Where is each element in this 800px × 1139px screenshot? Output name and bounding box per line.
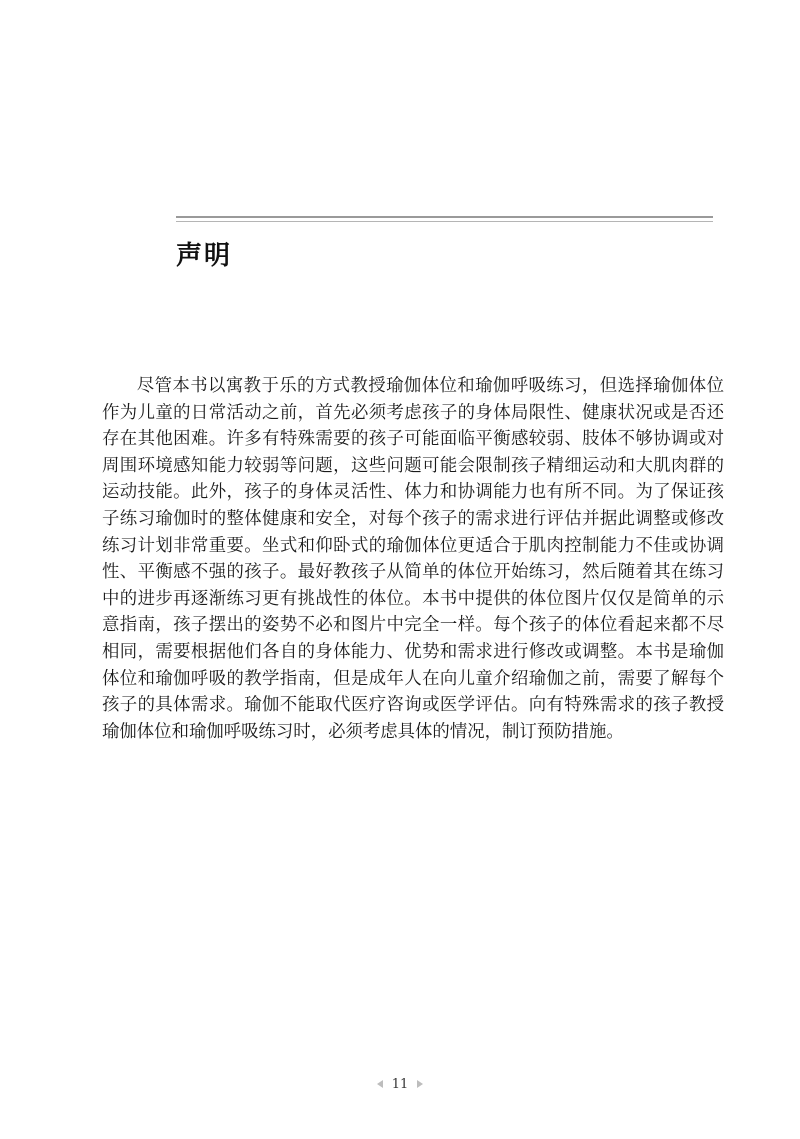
triangle-right-icon [417, 1080, 423, 1088]
heading-rule [176, 216, 713, 222]
heading-rule-thick [176, 216, 713, 218]
triangle-left-icon [377, 1080, 383, 1088]
heading-rule-thin [176, 221, 713, 222]
page-footer [0, 1077, 800, 1092]
body-paragraph: 尽管本书以寓教于乐的方式教授瑜伽体位和瑜伽呼吸练习，但选择瑜伽体位作为儿童的日常活动之前，首先必须考虑孩子的身体局限性、健康状况或是否还存在其他困难。许多有特殊需要的孩子可能面临平衡感较弱、肢体不够协调或对周围环境感知能力较弱等问题，这些问题可能会限制孩子精细运动和大肌肉群的运动技能。此外，孩子的身体灵活性、体力和协调能力也有所不同。为了保证孩子练习瑜伽时的整体健康和安全，对每个孩子的需求进行评估并据此调整或修改练习计划非常重要。坐式和仰卧式的瑜伽体位更适合于肌肉控制能力不佳或协调性、平衡感不强的孩子。最好教孩子从简单的体位开始练习，然后随着其在练习中的进步再逐渐练习更有挑战性的体位。本书中提供的体位图片仅仅是简单的示意指南，孩子摆出的姿势不必和图片中完全一样。每个孩子的体位看起来都不尽相同，需要根据他们各自的身体能力、优势和需求进行修改或调整。本书是瑜伽体位和瑜伽呼吸的教学指南，但是成年人在向儿童介绍瑜伽之前，需要了解每个孩子的具体需求。瑜伽不能取代医疗咨询或医学评估。向有特殊需求的孩子教授瑜伽体位和瑜伽呼吸练习时，必须考虑具体的情况，制订预防措施。 [102, 376, 724, 742]
page-title: 声明 [176, 241, 233, 271]
page-number: 11 [391, 1077, 409, 1092]
